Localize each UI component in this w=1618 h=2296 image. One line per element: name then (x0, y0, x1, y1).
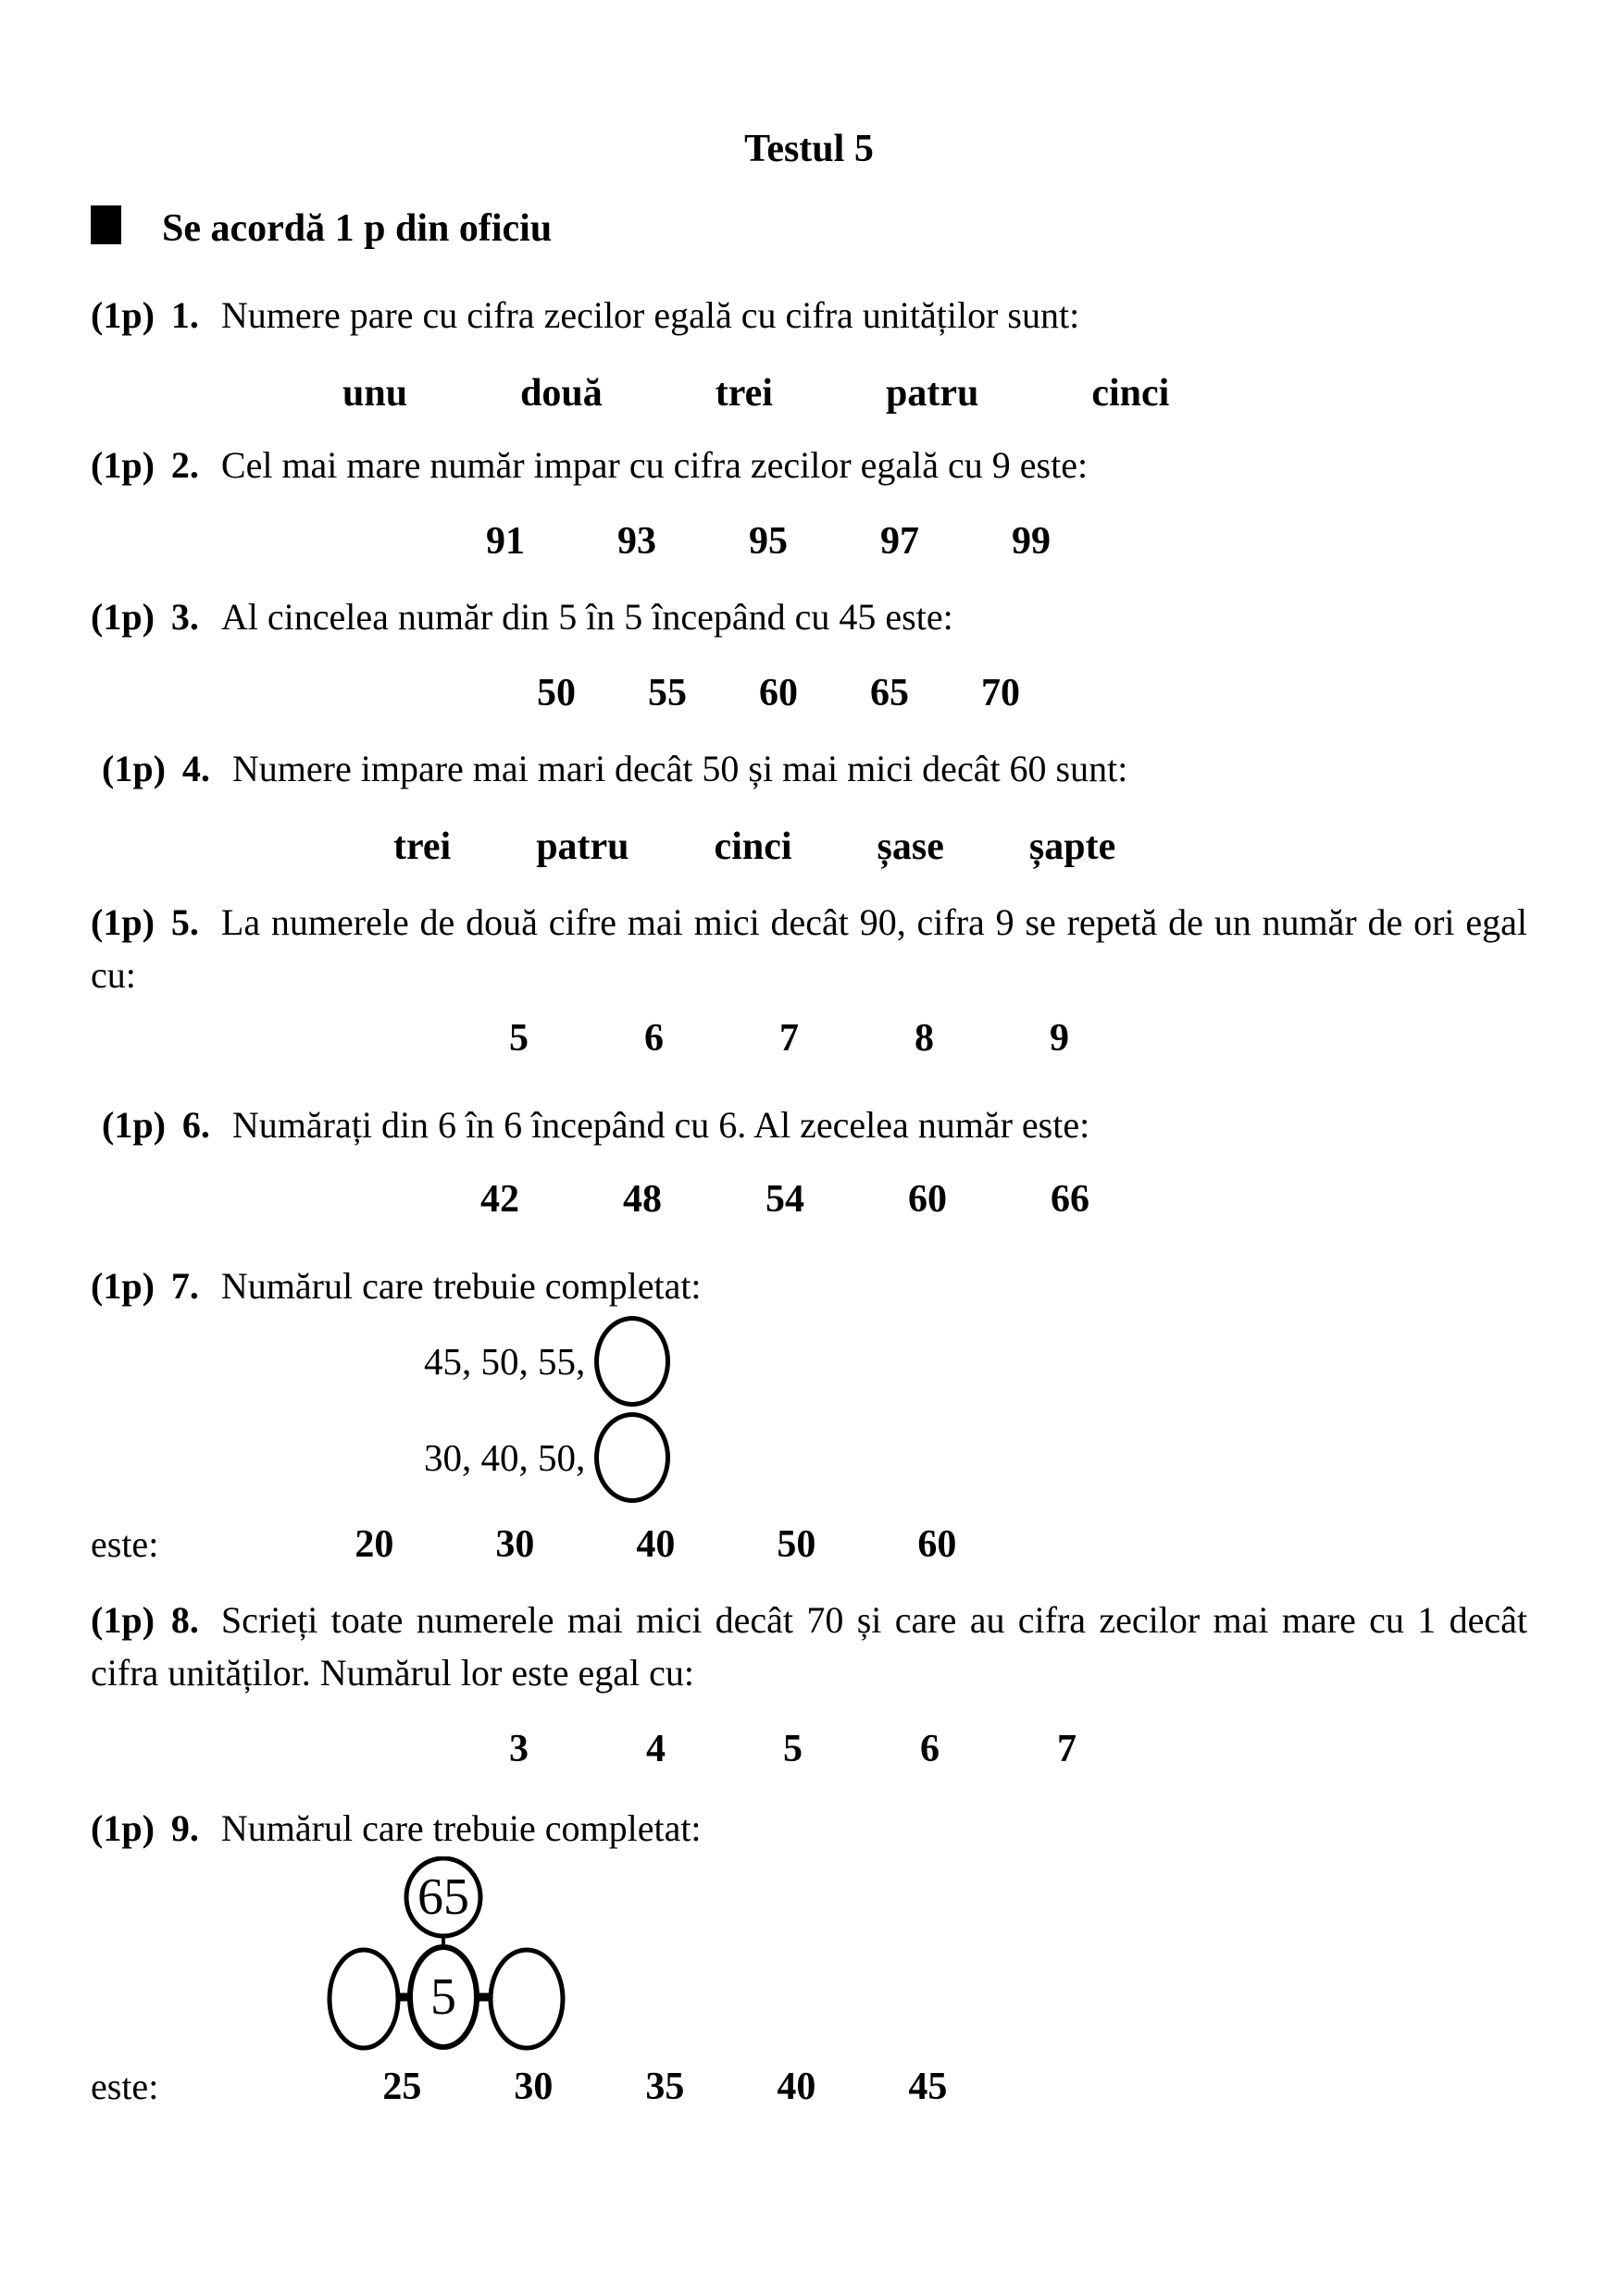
question-6-options (91, 1173, 1527, 1226)
question-6-number: 6. (181, 1104, 210, 1146)
question-5-options (91, 1012, 1527, 1065)
option: trei (393, 825, 452, 868)
option: 40 (777, 2066, 816, 2108)
question-5-heading (91, 896, 1527, 1001)
sequence-text: 45, 50, 55, (424, 1340, 586, 1383)
question-4-points: (1p) (102, 748, 166, 789)
option: 30 (514, 2066, 554, 2108)
sequence-text: 30, 40, 50, (424, 1436, 586, 1479)
question-4-number: 4. (181, 748, 210, 789)
question-9-number: 9. (170, 1807, 199, 1849)
question-5-points: (1p) (91, 901, 155, 943)
question-5-text: La numerele de două cifre mai mici decât 90, cifra 9 se repetă de un număr de ori egal cu: (91, 901, 1527, 996)
option: 4 (646, 1728, 666, 1770)
option: 9 (1050, 1017, 1069, 1060)
question-2-number: 2. (170, 444, 199, 486)
number-bond-diagram (322, 1856, 591, 2053)
option: 91 (486, 520, 525, 563)
question-4-text: Numere impare mai mari decât 50 și mai mici decât 60 sunt: (231, 748, 1128, 789)
option: 60 (908, 1178, 947, 1221)
question-9-points: (1p) (91, 1807, 155, 1849)
question-3-heading (91, 590, 1527, 643)
option: 40 (636, 1523, 676, 1566)
note-line (91, 202, 1527, 255)
question-3-number: 3. (170, 596, 199, 638)
este-label: este: (91, 1523, 159, 1565)
option: 20 (355, 1523, 394, 1566)
option: cinci (1091, 372, 1170, 415)
right-empty-circle (491, 1950, 563, 2048)
option: 5 (509, 1017, 529, 1060)
question-9-heading (91, 1802, 1527, 1855)
question-7-sequence-1 (424, 1316, 1527, 1407)
question-8-number: 8. (170, 1599, 199, 1641)
option: 99 (1012, 520, 1051, 563)
option: 5 (783, 1728, 803, 1770)
option: 50 (537, 672, 576, 714)
question-7-sequence-2 (424, 1412, 1527, 1503)
question-1-options (91, 367, 1527, 420)
note-text: Se acordă 1 p din oficiu (162, 207, 553, 250)
este-label: este: (91, 2066, 159, 2107)
question-4-heading (91, 742, 1527, 795)
question-2-options (91, 515, 1527, 568)
question-3-points: (1p) (91, 596, 155, 638)
option: 65 (870, 672, 909, 714)
option: unu (342, 372, 408, 415)
option: 55 (648, 672, 687, 714)
question-2-text: Cel mai mare număr impar cu cifra zecilor egală cu 9 este: (220, 444, 1089, 486)
option: 45 (908, 2066, 948, 2108)
page-title: Testul 5 (744, 128, 874, 170)
question-7-number: 7. (170, 1265, 199, 1307)
option: 60 (759, 672, 798, 714)
option: 50 (777, 1523, 816, 1566)
question-2-points: (1p) (91, 444, 155, 486)
option: 8 (915, 1017, 934, 1060)
question-6-points: (1p) (102, 1104, 166, 1146)
question-1-heading (91, 289, 1527, 341)
option: șase (877, 825, 944, 868)
diagram-center-value: 5 (430, 1968, 456, 2026)
question-1-text: Numere pare cu cifra zecilor egală cu cifra unităților sunt: (220, 294, 1080, 336)
option: 25 (382, 2066, 422, 2108)
option: 35 (645, 2066, 685, 2108)
option: patru (885, 372, 979, 415)
question-7-heading (91, 1260, 1527, 1312)
left-empty-circle (330, 1950, 398, 2048)
question-9-options (91, 2060, 1527, 2114)
option: patru (536, 825, 629, 868)
question-6-text: Numărați din 6 în 6 începând cu 6. Al zecelea număr este: (231, 1104, 1090, 1146)
question-5-number: 5. (170, 901, 199, 943)
option: 66 (1051, 1178, 1089, 1221)
question-8-heading (91, 1594, 1527, 1699)
question-7-options (91, 1518, 1527, 1571)
option: 95 (749, 520, 788, 563)
option: 6 (644, 1017, 664, 1060)
question-8-text: Scrieți toate numerele mai mici decât 70 și care au cifra zecilor mai mare cu 1 decât cifra unităților. Numărul lor este egal cu: (91, 1599, 1527, 1694)
option: 30 (495, 1523, 535, 1566)
option: 48 (623, 1178, 662, 1221)
option: 97 (880, 520, 919, 563)
question-3-text: Al cincelea număr din 5 în 5 începând cu 45 este: (220, 596, 953, 638)
empty-answer-circle (594, 1412, 670, 1503)
option: 7 (1057, 1728, 1077, 1770)
option: trei (715, 372, 773, 415)
option: 60 (917, 1523, 957, 1566)
question-9-text: Numărul care trebuie completat: (220, 1807, 702, 1849)
question-2-heading (91, 439, 1527, 491)
question-7-text: Numărul care trebuie completat: (220, 1265, 702, 1307)
option: 54 (765, 1178, 804, 1221)
option: 93 (617, 520, 656, 563)
diagram-top-value: 65 (417, 1868, 469, 1926)
option: 3 (509, 1728, 529, 1770)
question-1-points: (1p) (91, 294, 155, 336)
empty-answer-circle (594, 1316, 670, 1407)
question-8-points: (1p) (91, 1599, 155, 1641)
question-4-options (91, 821, 1527, 874)
question-1-number: 1. (170, 294, 199, 336)
option: 6 (920, 1728, 940, 1770)
question-3-options (91, 667, 1527, 720)
option: 70 (981, 672, 1020, 714)
option: cinci (714, 825, 792, 868)
option: 42 (480, 1178, 519, 1221)
option: două (520, 372, 603, 415)
question-8-options (91, 1723, 1527, 1776)
option: șapte (1028, 825, 1116, 868)
option: 7 (779, 1017, 799, 1060)
question-7-points: (1p) (91, 1265, 155, 1307)
question-6-heading (91, 1098, 1527, 1151)
bullet-square-icon (91, 205, 121, 244)
